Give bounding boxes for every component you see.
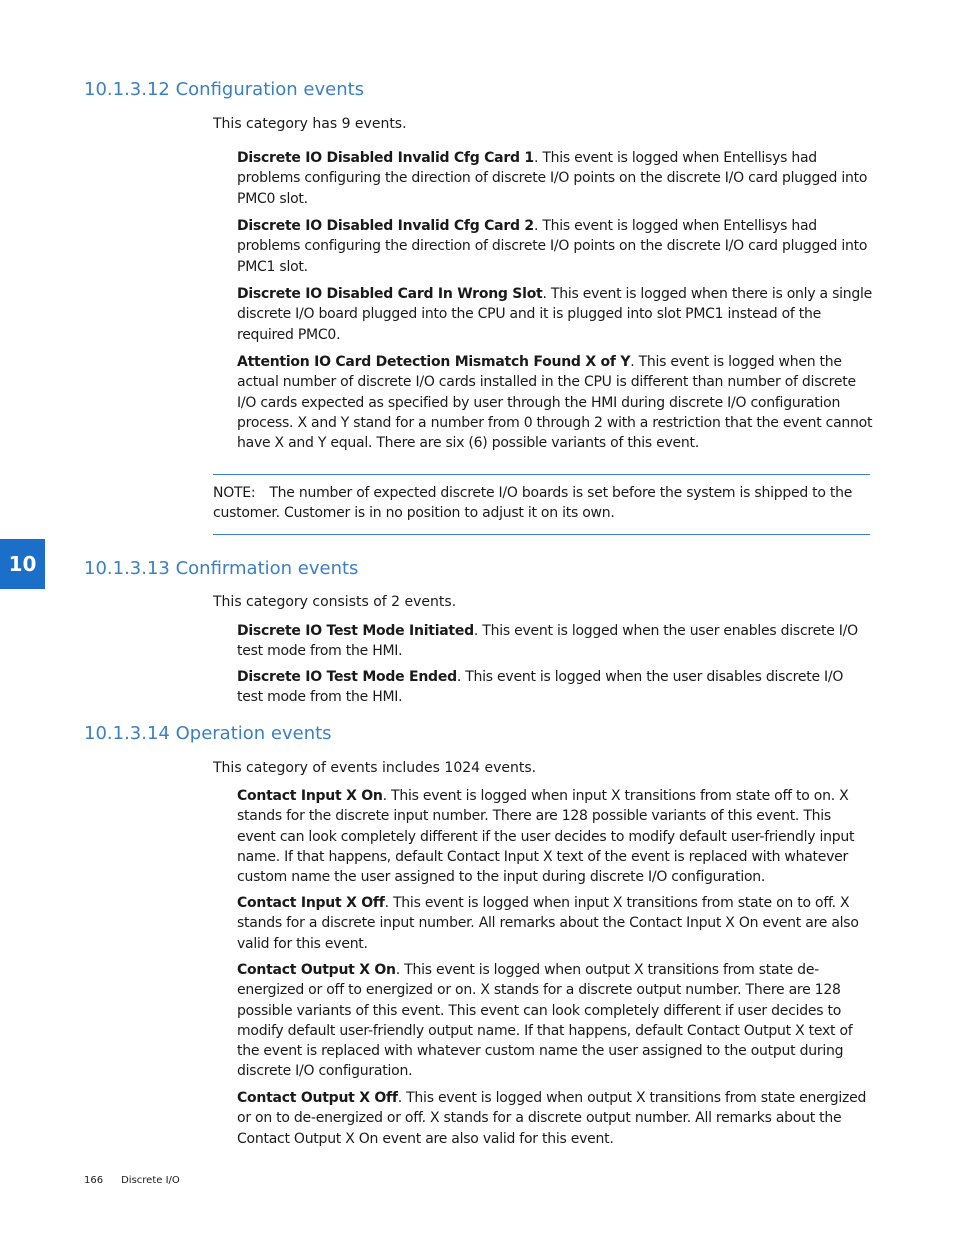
note-top-rule: [213, 474, 870, 475]
section-heading-operation-events: 10.1.3.14 Operation events: [84, 723, 332, 744]
event-entry: [237, 1088, 873, 1149]
event-term: Discrete IO Disabled Card In Wrong Slot: [237, 286, 543, 302]
footer-section: Discrete I/O: [121, 1175, 180, 1186]
section-intro: This category has 9 events.: [213, 116, 407, 132]
event-term: Contact Input X On: [237, 788, 383, 804]
event-entry: [237, 148, 873, 209]
event-term: Contact Output X Off: [237, 1090, 398, 1106]
note-bottom-rule: [213, 534, 870, 535]
event-entry: [237, 893, 873, 954]
event-entry: [237, 352, 873, 453]
event-description: . This event is logged when Entellisys had problems configuring the direction of discrete I/O points on the discrete I/O card plugged into PMC0 slot.: [237, 150, 868, 207]
event-description: . This event is logged when input X transitions from state on to off. X stands for a discrete input number. All remarks about the Contact Input X On event are also valid for this event.: [237, 895, 859, 952]
chapter-tab: 10: [0, 539, 45, 589]
event-description: . This event is logged when the user disables discrete I/O test mode from the HMI.: [237, 669, 844, 706]
page-number: 166: [84, 1175, 104, 1186]
event-entry: [237, 960, 873, 1082]
event-description: . This event is logged when there is only a single discrete I/O board plugged into the CPU and it is plugged into slot PMC1 instead of the required PMC0.: [237, 286, 873, 343]
event-description: . This event is logged when input X transitions from state off to on. X stands for the discrete input number. There are 128 possible variants of this event. This event can look completely different if the user decides to modify default user-friendly input name. If that happens, default Contact Input X text of the event is replaced with whatever custom name the user assigned to the input during discrete I/O configuration.: [237, 788, 855, 886]
note-label: NOTE:: [213, 485, 256, 501]
event-description: . This event is logged when Entellisys had problems configuring the direction of discrete I/O points on the discrete I/O card plugged into PMC1 slot.: [237, 218, 868, 275]
section-intro: This category of events includes 1024 events.: [213, 760, 537, 776]
page-footer: [84, 1174, 180, 1188]
event-term: Contact Input X Off: [237, 895, 385, 911]
event-term: Discrete IO Disabled Invalid Cfg Card 1: [237, 150, 534, 166]
event-entry: [237, 786, 873, 887]
event-entry: [237, 284, 873, 345]
section-intro: This category consists of 2 events.: [213, 594, 457, 610]
section-heading-confirmation-events: 10.1.3.13 Confirmation events: [84, 558, 359, 579]
event-term: Attention IO Card Detection Mismatch Found X of Y: [237, 354, 631, 370]
event-description: . This event is logged when output X transitions from state energized or on to de-energized or off. X stands for a discrete output number. All remarks about the Contact Output X On event are also valid for this event.: [237, 1090, 867, 1147]
section-heading-configuration-events: 10.1.3.12 Configuration events: [84, 79, 365, 100]
event-description: . This event is logged when output X transitions from state de-energized or off to energized or on. X stands for a discrete output number. There are 128 possible variants of this event. This event can look completely different if user decides to modify default user-friendly output name. If that happens, default Contact Output X text of the event is replaced with whatever custom name the user assigned to the output during discrete I/O configuration.: [237, 962, 853, 1080]
event-term: Contact Output X On: [237, 962, 396, 978]
event-term: Discrete IO Test Mode Initiated: [237, 623, 474, 639]
event-entry: [237, 667, 873, 708]
event-entry: [237, 621, 873, 662]
note: [213, 483, 873, 523]
event-term: Discrete IO Test Mode Ended: [237, 669, 457, 685]
event-description: . This event is logged when the actual number of discrete I/O cards installed in the CPU is different than number of discrete I/O cards expected as specified by user through the HMI during discrete I/O configuration process. X and Y stand for a number from 0 through 2 with a restriction that the event cannot have X and Y equal. There are six (6) possible variants of this event.: [237, 354, 873, 452]
event-entry: [237, 216, 873, 277]
event-description: . This event is logged when the user enables discrete I/O test mode from the HMI.: [237, 623, 858, 660]
note-text: The number of expected discrete I/O boards is set before the system is shipped to the customer. Customer is in no position to adjust it on its own.: [213, 485, 853, 521]
event-term: Discrete IO Disabled Invalid Cfg Card 2: [237, 218, 534, 234]
